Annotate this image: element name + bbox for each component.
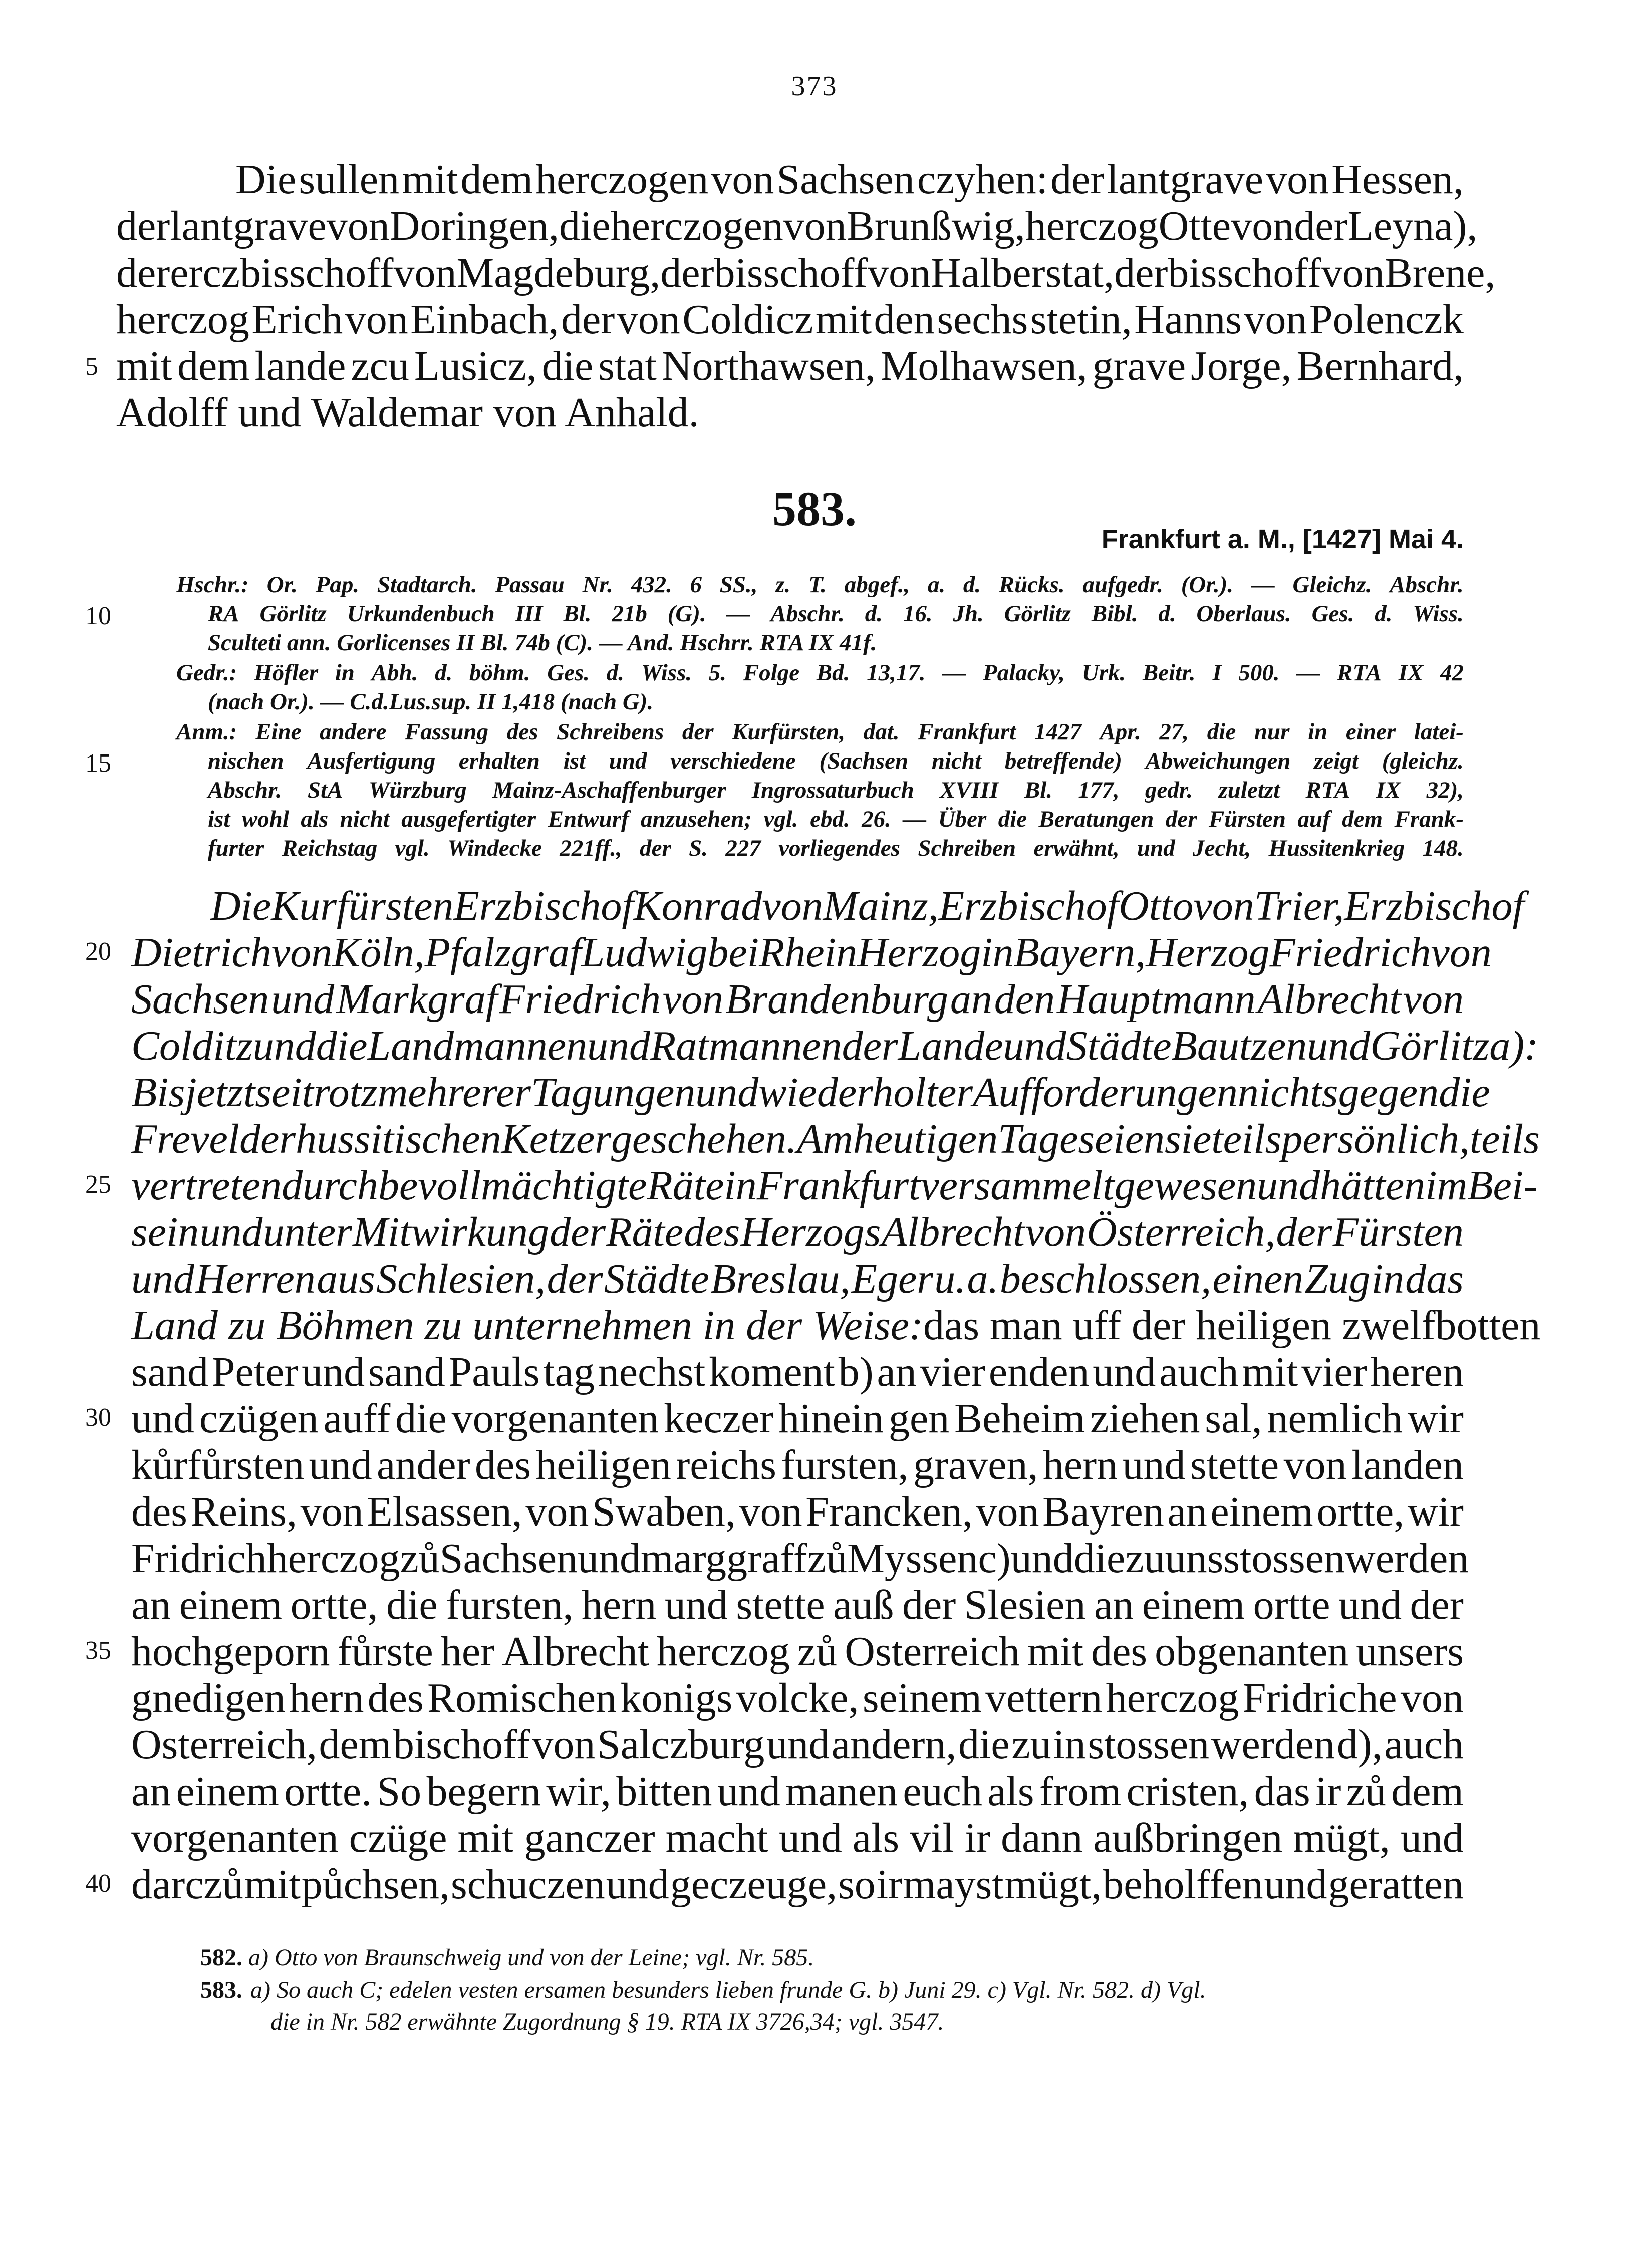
text-line: gnedigen hern des Romischen konigs volcke, seinem vettern herczog Fridriche von xyxy=(131,1675,1464,1721)
footnote-number: 583. xyxy=(200,1977,242,2003)
footnote-text: die in Nr. 582 erwähnte Zugordnung § 19. RTA IX 3726,34; vgl. 3547. xyxy=(270,2008,944,2035)
page-number: 373 xyxy=(791,71,838,102)
text-line: an einem ortte. So begern wir, bitten und manen euch als from cristen, das ir zů dem xyxy=(131,1768,1464,1815)
regest-end: Land zu Böhmen zu unternehmen in der Weise: xyxy=(131,1302,924,1349)
regest-line: Die Kurfürsten Erzbischof Konrad von Mainz, Erzbischof Otto von Trier, Erzbischof xyxy=(210,883,1524,929)
prev-text-line: herczog Erich von Einbach, der von Coldicz mit den sechs stetin, Hanns von Polenczk xyxy=(116,296,1464,343)
footnote-number: 582. xyxy=(200,1944,242,1971)
line-number: 40 xyxy=(85,1869,111,1898)
text-line: darczů mit půchsen, schuczen und geczeuge, so ir mayst mügt, beholffen und geratten xyxy=(131,1861,1464,1908)
mixed-line xyxy=(131,1301,1541,1350)
footnote xyxy=(270,2008,944,2036)
prev-text-line: mit dem lande zcu Lusicz, die stat Northawsen, Molhawsen, grave Jorge, Bernhard, xyxy=(116,343,1464,389)
apparatus-line: Sculteti ann. Gorlicenses II Bl. 74b (C). — And. Hschrr. RTA IX 41f. xyxy=(208,630,877,656)
prev-text-line: der erczbisschoff von Magdeburg, der bisschoff von Halberstat, der bisschoff von Brene, xyxy=(116,249,1496,296)
text-line: Fridrich herczog zů Sachsen und marggraff zů Myssen c) und die zu uns stossen werden xyxy=(131,1535,1469,1582)
footnote-text: a) Otto von Braunschweig und von der Leine; vgl. Nr. 585. xyxy=(248,1944,815,1971)
line-number: 15 xyxy=(85,749,111,778)
apparatus-line: ist wohl als nicht ausgefertigter Entwurf anzusehen; vgl. ebd. 26. — Über die Beratungen der Fürsten auf dem Frank- xyxy=(208,806,1464,832)
text-line: und czügen auff die vorgenanten keczer hinein gen Beheim ziehen sal, nemlich wir xyxy=(131,1395,1464,1442)
document-number: 583. xyxy=(772,482,857,536)
text-line: sand Peter und sand Pauls tag nechst koment b) an vier enden und auch mit vier heren xyxy=(131,1349,1464,1395)
regest-line: Dietrich von Köln, Pfalzgraf Ludwig bei Rhein Herzog in Bayern, Herzog Friedrich von xyxy=(131,929,1492,976)
line-number: 20 xyxy=(85,937,111,966)
footnote xyxy=(200,1944,814,1971)
prev-text-line: Die sullen mit dem herczogen von Sachsen czyhen: der lantgrave von Hessen, xyxy=(235,156,1464,203)
apparatus-line: Gedr.: Höfler in Abh. d. böhm. Ges. d. Wiss. 5. Folge Bd. 13,17. — Palacky, Urk. Beitr. I 500. — RTA IX 42 xyxy=(176,660,1464,686)
regest-line: Sachsen und Markgraf Friedrich von Brandenburg an den Hauptmann Albrecht von xyxy=(131,976,1464,1023)
line-number: 30 xyxy=(85,1403,111,1432)
regest-line: sein und unter Mitwirkung der Räte des Herzogs Albrecht von Österreich, der Fürsten xyxy=(131,1209,1464,1255)
text-line: an einem ortte, die fursten, hern und stette auß der Slesien an einem ortte und der xyxy=(131,1582,1464,1628)
prev-text-line: der lantgrave von Doringen, die herczogen von Brunßwig, herczog Otte von der Leyn a), xyxy=(116,203,1478,249)
line-number: 10 xyxy=(85,602,111,630)
apparatus-line: furter Reichstag vgl. Windecke 221ff., der S. 227 vorliegendes Schreiben erwähnt, und Jecht, Hussitenkrieg 148. xyxy=(208,835,1464,861)
regest-line: Frevel der hussitischen Ketzer geschehen. Am heutigen Tage seien sie teils persönlich, teils xyxy=(131,1116,1540,1162)
line-number: 5 xyxy=(85,352,98,381)
apparatus-line: nischen Ausfertigung erhalten ist und verschiedene (Sachsen nicht betreffende) Abweichungen zeigt (gleichz. xyxy=(208,748,1464,774)
text-start: das man uff der heiligen zwelfbotten xyxy=(923,1302,1541,1349)
line-number: 25 xyxy=(85,1170,111,1199)
prev-text-line: Adolff und Waldemar von Anhald. xyxy=(116,389,699,436)
footnote xyxy=(200,1976,1464,2004)
regest-line: Colditz und die Landmannen und Ratmannen der Lande und Städte Bautzen und Görlitz a): xyxy=(131,1023,1539,1069)
text-line: des Reins, von Elsassen, von Swaben, von Francken, von Bayren an einem ortte, wir xyxy=(131,1488,1464,1535)
regest-line: vertreten durch bevollmächtigte Räte in Frankfurt versammelt gewesen und hätten im Bei- xyxy=(131,1162,1538,1209)
apparatus-line: Anm.: Eine andere Fassung des Schreibens der Kurfürsten, dat. Frankfurt 1427 Apr. 27, die nur in einer latei- xyxy=(176,719,1464,745)
apparatus-line: (nach Or.). — C.d.Lus.sup. II 1,418 (nach G). xyxy=(208,689,654,715)
text-line: Osterreich, dem bischoff von Salczburg und andern, die zu in stossen werden d), auch xyxy=(131,1721,1464,1768)
line-number: 35 xyxy=(85,1636,111,1665)
apparatus-line: Hschr.: Or. Pap. Stadtarch. Passau Nr. 432. 6 SS., z. T. abgef., a. d. Rücks. aufgedr. (Or.). — Gleichz. Abschr. xyxy=(176,572,1464,598)
footnote-text: a) So auch C; edelen vesten ersamen besunders lieben frunde G. b) Juni 29. c) Vgl. Nr. 582. d) Vgl. xyxy=(250,1977,1206,2003)
place-date: Frankfurt a. M., [1427] Mai 4. xyxy=(1101,524,1464,554)
apparatus-line: Abschr. StA Würzburg Mainz-Aschaffenburger Ingrossaturbuch XVIII Bl. 177, gedr. zuletzt RTA IX 32), xyxy=(208,777,1464,803)
regest-line: und Herren aus Schlesien, der Städte Breslau, Eger u. a. beschlossen, einen Zug in das xyxy=(131,1255,1464,1302)
regest-line: Bis jetzt sei trotz mehrerer Tagungen und wiederholter Aufforderungen nichts gegen die xyxy=(131,1069,1490,1116)
text-line: vorgenanten czüge mit ganczer macht und als vil ir dann außbringen mügt, und xyxy=(131,1815,1464,1861)
apparatus-line: RA Görlitz Urkundenbuch III Bl. 21b (G). — Abschr. d. 16. Jh. Görlitz Bibl. d. Oberlaus. Ges. d. Wiss. xyxy=(208,601,1464,627)
text-line: hochgeporn fůrste her Albrecht herczog zů Osterreich mit des obgenanten unsers xyxy=(131,1628,1464,1675)
text-line: kůrfůrsten und ander des heiligen reichs fursten, graven, hern und stette von landen xyxy=(131,1442,1464,1488)
